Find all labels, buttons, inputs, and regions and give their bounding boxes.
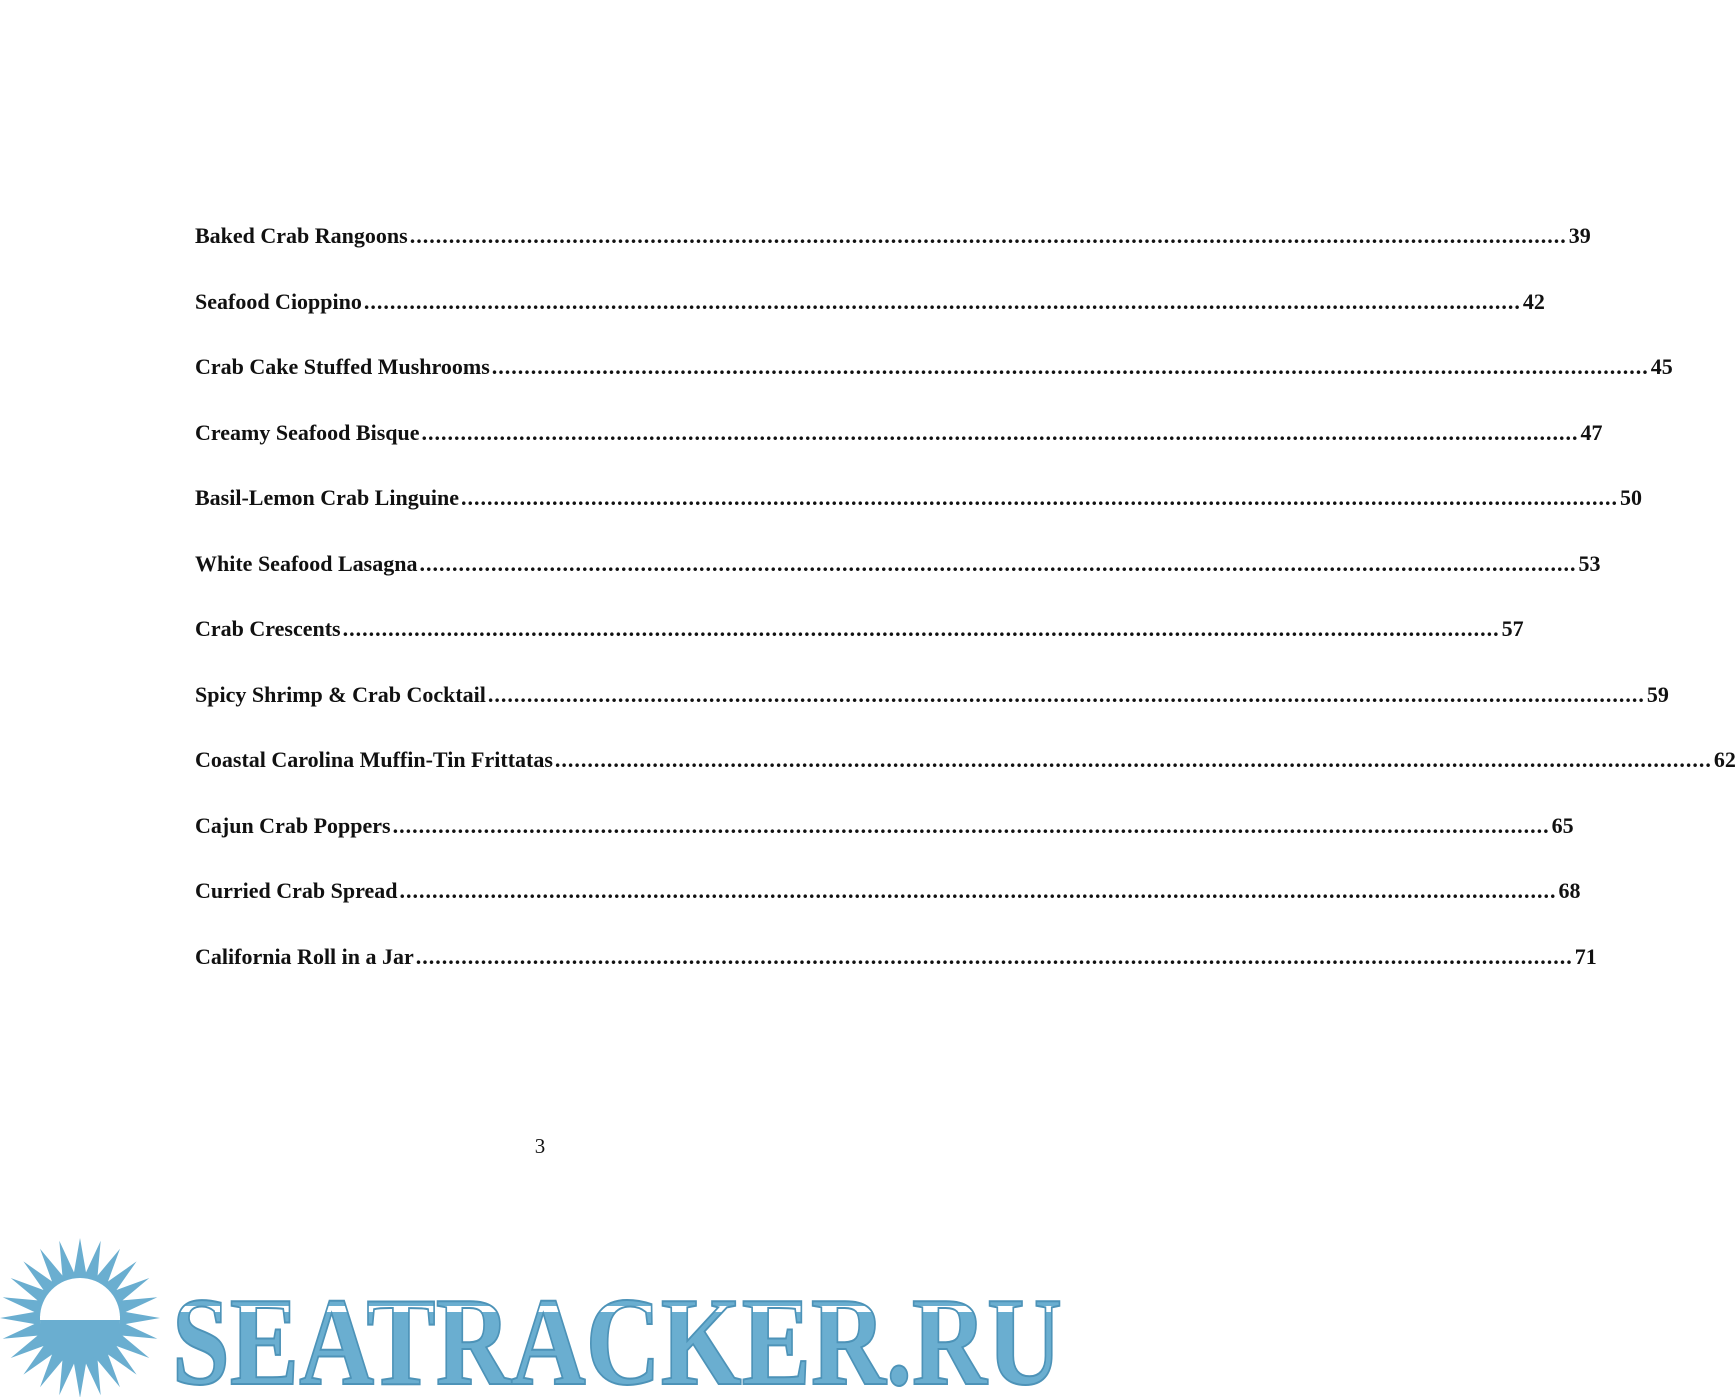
toc-entry-page: 47	[1580, 419, 1603, 445]
toc-entry[interactable]	[195, 480, 1643, 546]
toc-entry-title: Coastal Carolina Muffin-Tin Frittatas	[195, 747, 553, 772]
toc-entry-page: 59	[1646, 681, 1669, 707]
toc-entry-title: Spicy Shrimp & Crab Cocktail	[195, 681, 486, 707]
toc-entry[interactable]	[195, 415, 1603, 481]
toc-entry[interactable]	[195, 742, 1736, 808]
toc-entry-title: White Seafood Lasagna	[195, 550, 418, 576]
toc-entry[interactable]	[195, 677, 1669, 743]
toc-dot-leader	[364, 284, 1521, 320]
toc-entry-title: California Roll in a Jar	[195, 943, 414, 969]
toc-entry-page: 65	[1551, 812, 1574, 838]
toc-entry-title: Baked Crab Rangoons	[195, 223, 408, 248]
horizon-line	[40, 1316, 120, 1320]
toc-entry[interactable]	[195, 349, 1673, 415]
watermark	[0, 1232, 1080, 1397]
toc-entry-page: 53	[1578, 550, 1601, 576]
toc-dot-leader	[416, 939, 1573, 975]
toc-entry[interactable]	[195, 939, 1597, 1005]
page-number: 3	[534, 1134, 546, 1158]
toc-entry-page: 42	[1522, 288, 1545, 314]
toc-entry[interactable]	[195, 808, 1574, 874]
toc-entry-title: Crab Cake Stuffed Mushrooms	[195, 354, 490, 379]
toc-dot-leader	[343, 611, 1500, 647]
sun-over-sea-icon	[0, 1238, 160, 1397]
toc-entry-page: 68	[1558, 878, 1581, 903]
toc-entry-page: 57	[1501, 616, 1524, 641]
watermark-text: SEATRACKER.RU	[172, 1273, 1062, 1397]
toc-entry-page: 50	[1620, 485, 1643, 510]
toc-entry[interactable]	[195, 546, 1601, 612]
toc-entry-page: 62	[1713, 747, 1736, 772]
toc-entry-title: Curried Crab Spread	[195, 878, 398, 903]
toc-entry-title: Basil-Lemon Crab Linguine	[195, 485, 460, 510]
toc-dot-leader	[393, 808, 1550, 844]
toc-dot-leader	[555, 742, 1712, 778]
toc-entry-page: 71	[1574, 943, 1597, 969]
toc-entry[interactable]	[195, 611, 1524, 677]
toc-entry-page: 39	[1568, 223, 1591, 248]
toc-entry[interactable]	[195, 218, 1591, 284]
toc-entry-title: Creamy Seafood Bisque	[195, 419, 420, 445]
toc-dot-leader	[400, 873, 1557, 909]
toc-dot-leader	[488, 677, 1645, 713]
toc-dot-leader	[419, 546, 1576, 582]
toc-dot-leader	[410, 218, 1567, 254]
toc-dot-leader	[461, 480, 1618, 516]
toc-entry[interactable]	[195, 284, 1545, 350]
toc-dot-leader	[422, 415, 1579, 451]
table-of-contents	[195, 218, 1736, 1004]
toc-entry[interactable]	[195, 873, 1581, 939]
toc-entry-title: Crab Crescents	[195, 616, 341, 641]
toc-dot-leader	[492, 349, 1649, 385]
toc-entry-title: Seafood Cioppino	[195, 288, 362, 314]
toc-entry-title: Cajun Crab Poppers	[195, 812, 391, 838]
toc-entry-page: 45	[1650, 354, 1673, 379]
